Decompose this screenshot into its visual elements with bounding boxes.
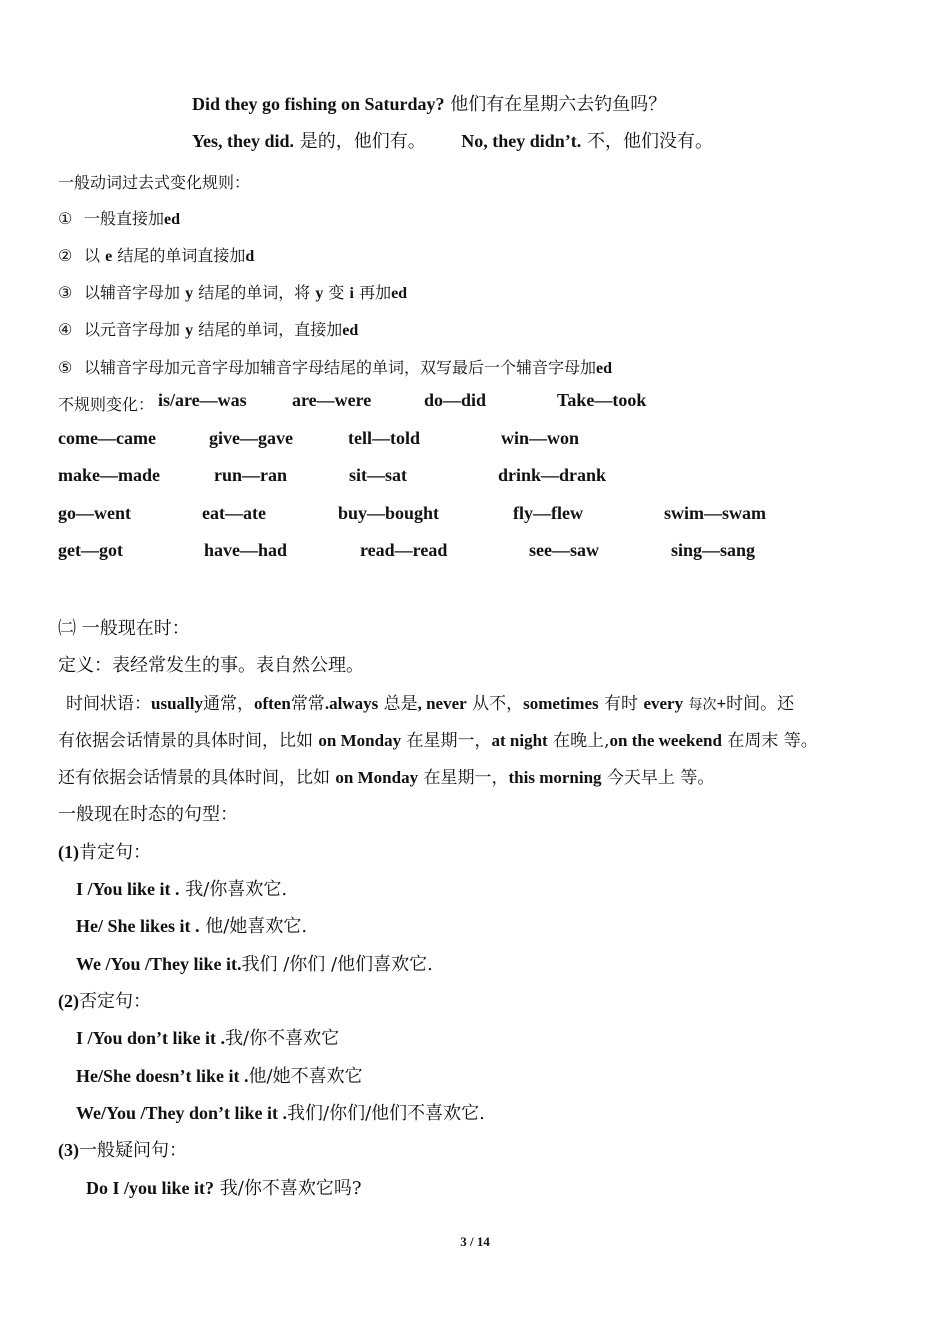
time-adverbials-line: 有依据会话情景的具体时间，比如 on Monday 在星期一，at night 在晚上,on the weekend 在周末 等。 [58, 731, 818, 751]
verb-pair: sit—sat [349, 465, 407, 485]
page-number: 3 / 14 [460, 1234, 490, 1249]
yes-cn: 是的，他们有。 [299, 131, 426, 152]
question-cn: 他们有在星期六去钓鱼吗？ [450, 94, 667, 115]
example-sentence: I /You like it . 我/你喜欢它. [76, 879, 288, 900]
rule-item: ② 以 e 结尾的单词直接加d [58, 246, 255, 265]
positive-label: (1)肯定句： [58, 842, 151, 863]
definition: 定义：表经常发生的事。表自然公理。 [58, 655, 364, 676]
example-sentence: He/ She likes it . 他/她喜欢它. [76, 916, 308, 937]
no-en: No, they didn’t. [461, 131, 582, 151]
verb-pair: see—saw [529, 540, 599, 560]
rule-item: ⑤ 以辅音字母加元音字母加辅音字母结尾的单词，双写最后一个辅音字母加ed [58, 358, 613, 377]
example-sentence: He/She doesn’t like it .他/她不喜欢它 [76, 1066, 363, 1087]
verb-pair: sing—sang [671, 540, 756, 560]
verb-pair: tell—told [348, 428, 420, 448]
verb-pair: eat—ate [202, 503, 266, 523]
verb-pair: go—went [58, 503, 131, 523]
rule-item: ③ 以辅音字母加 y 结尾的单词，将 y 变 i 再加ed [58, 283, 408, 302]
section-heading: ㈡ 一般现在时： [58, 618, 190, 639]
verb-pair: are—were [292, 390, 372, 410]
verb-pair: drink—drank [498, 465, 607, 485]
verb-pair: is/are—was [158, 390, 247, 410]
verb-pair: have—had [204, 540, 288, 560]
yes-en: Yes, they did. [192, 131, 295, 151]
patterns-title: 一般现在时态的句型： [58, 804, 238, 825]
irregular-label: 不规则变化： [58, 395, 155, 414]
verb-pair: make—made [58, 465, 160, 485]
verb-pair: buy—bought [338, 503, 440, 523]
verb-pair: get—got [58, 540, 123, 560]
rules-title: 一般动词过去式变化规则： [58, 173, 251, 192]
no-cn: 不，他们没有。 [586, 131, 713, 152]
time-adverbials-line: 时间状语：usually通常，often常常.always 总是, never 从不，sometimes 有时 every 每次+时间。还 [66, 694, 795, 714]
negative-label: (2)否定句： [58, 991, 151, 1012]
verb-pair: swim—swam [664, 503, 766, 523]
time-adverbials-line: 还有依据会话情景的具体时间，比如 on Monday 在星期一，this morning 今天早上 等。 [58, 768, 715, 788]
example-sentence: I /You don’t like it .我/你不喜欢它 [76, 1028, 340, 1049]
verb-pair: fly—flew [513, 503, 583, 523]
verb-pair: read—read [360, 540, 448, 560]
verb-pair: give—gave [209, 428, 293, 448]
example-sentence: We /You /They like it.我们 /你们 /他们喜欢它. [76, 954, 433, 975]
question-line [192, 90, 666, 116]
verb-pair: do—did [424, 390, 487, 410]
verb-pair: Take—took [557, 390, 647, 410]
rule-item: ④ 以元音字母加 y 结尾的单词，直接加ed [58, 320, 359, 339]
example-sentence: Do I /you like it? 我/你不喜欢它吗? [86, 1178, 362, 1199]
example-sentence: We/You /They don’t like it .我们/你们/他们不喜欢它. [76, 1103, 485, 1124]
rule-item: ① 一般直接加ed [58, 209, 181, 228]
question-label: (3)一般疑问句： [58, 1140, 187, 1161]
question-en: Did they go fishing on Saturday? [192, 94, 445, 114]
answer-line [192, 127, 713, 153]
verb-pair: win—won [501, 428, 580, 448]
verb-pair: run—ran [214, 465, 288, 485]
verb-pair: come—came [58, 428, 156, 448]
